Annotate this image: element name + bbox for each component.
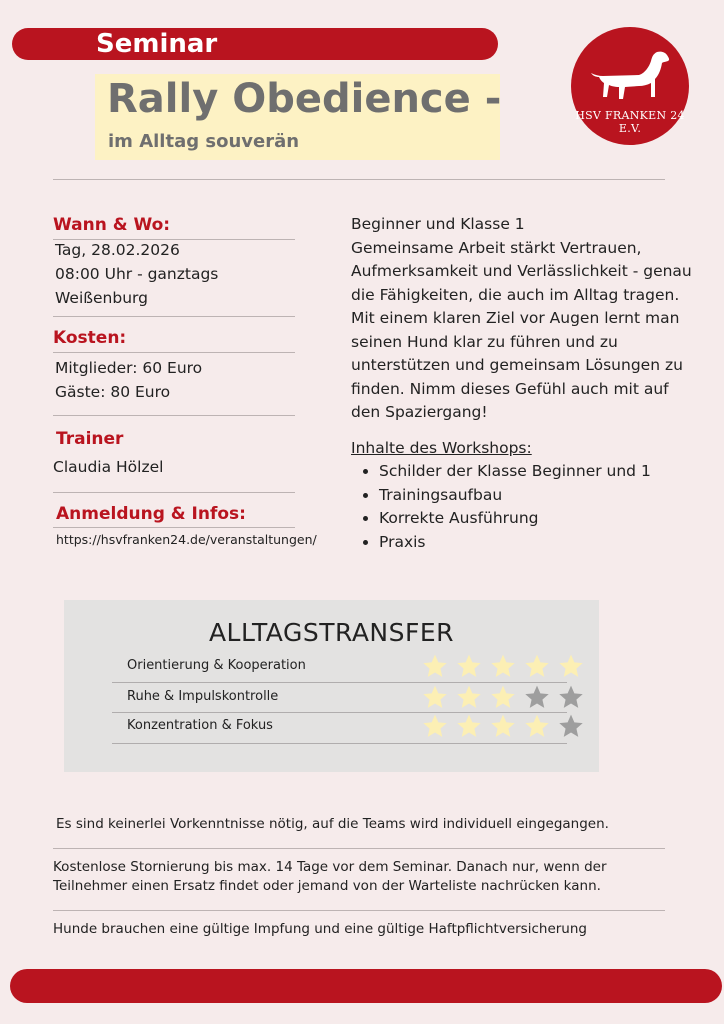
transfer-panel — [64, 600, 599, 772]
star-icon — [490, 684, 516, 710]
list-item: • Praxis — [379, 531, 701, 555]
star-icon — [456, 684, 482, 710]
cancellation-note: Kostenlose Stornierung bis max. 14 Tage vor dem Seminar. Danach nur, wenn der Teilnehmer einen Ersatz findet oder jemand von der Warteliste nachrücken kann. — [53, 859, 607, 894]
divider — [53, 415, 295, 416]
costs-heading: Kosten: — [53, 328, 127, 348]
rating-label: Ruhe & Impulskontrolle — [127, 689, 279, 704]
star-icon — [524, 713, 550, 739]
star-icon — [558, 713, 584, 739]
event-date: Tag, 28.02.2026 — [55, 241, 180, 259]
star-icon — [558, 684, 584, 710]
star-icon — [456, 653, 482, 679]
club-logo — [571, 27, 689, 145]
divider — [53, 910, 665, 911]
seminar-banner — [12, 28, 498, 60]
level-text: Beginner und Klasse 1 — [351, 215, 525, 233]
rating-label: Orientierung & Kooperation — [127, 658, 306, 673]
description-text: Gemeinsame Arbeit stärkt Vertrauen, Aufmerksamkeit und Verlässlichkeit - genau die Fähigkeiten, die auch im Alltag tragen. Mit einem klaren Ziel vor Augen lernt man seinen Hund klar zu führen und zu unterstützen und gemeinsam Lösungen zu finden. Nimm dieses Gefühl auch mit auf den Spaziergang! — [351, 238, 692, 421]
prerequisites-note: Es sind keinerlei Vorkenntnisse nötig, auf die Teams wird individuell eingegangen. — [56, 816, 609, 832]
description-column — [351, 213, 701, 554]
event-time: 08:00 Uhr - ganztags — [55, 265, 219, 283]
list-item: • Korrekte Ausführung — [379, 507, 701, 531]
footer-banner — [10, 969, 722, 1003]
list-item: • Schilder der Klasse Beginner und 1 — [379, 460, 701, 484]
rating-label: Konzentration & Fokus — [127, 718, 273, 733]
cost-guests: Gäste: 80 Euro — [55, 383, 171, 401]
divider — [53, 179, 665, 180]
row-divider — [112, 743, 567, 744]
star-icon — [524, 653, 550, 679]
star-rating — [422, 713, 584, 739]
star-rating — [422, 653, 584, 679]
workshop-list — [351, 460, 701, 554]
page-title: Rally Obedience - — [107, 76, 502, 122]
star-icon — [422, 684, 448, 710]
star-icon — [490, 653, 516, 679]
divider — [53, 492, 295, 493]
registration-link[interactable]: https://hsvfranken24.de/veranstaltungen/ — [56, 532, 317, 547]
divider — [53, 848, 665, 849]
logo-text: HSV FRANKEN 24 E.V. — [575, 109, 685, 135]
cost-members: Mitglieder: 60 Euro — [55, 359, 203, 377]
star-icon — [456, 713, 482, 739]
requirements-note: Hunde brauchen eine gültige Impfung und eine gültige Haftpflichtversicherung — [53, 921, 587, 937]
event-location: Weißenburg — [55, 289, 148, 307]
star-icon — [524, 684, 550, 710]
divider — [53, 352, 295, 353]
star-icon — [422, 653, 448, 679]
list-item: • Trainingsaufbau — [379, 484, 701, 508]
star-rating — [422, 684, 584, 710]
star-icon — [422, 713, 448, 739]
transfer-title: ALLTAGSTRANSFER — [208, 618, 455, 647]
title-box — [95, 74, 500, 160]
star-icon — [558, 653, 584, 679]
page-subtitle: im Alltag souverän — [108, 131, 300, 152]
dog-silhouette-icon — [589, 49, 671, 107]
when-where-heading: Wann & Wo: — [53, 215, 171, 235]
trainer-heading: Trainer — [56, 429, 124, 449]
registration-heading: Anmeldung & Infos: — [56, 504, 246, 524]
divider — [53, 527, 295, 528]
seminar-label: Seminar — [96, 29, 218, 59]
workshop-heading: Inhalte des Workshops: — [351, 438, 532, 457]
divider — [53, 316, 295, 317]
star-icon — [490, 713, 516, 739]
trainer-name: Claudia Hölzel — [53, 458, 164, 476]
row-divider — [112, 682, 567, 683]
